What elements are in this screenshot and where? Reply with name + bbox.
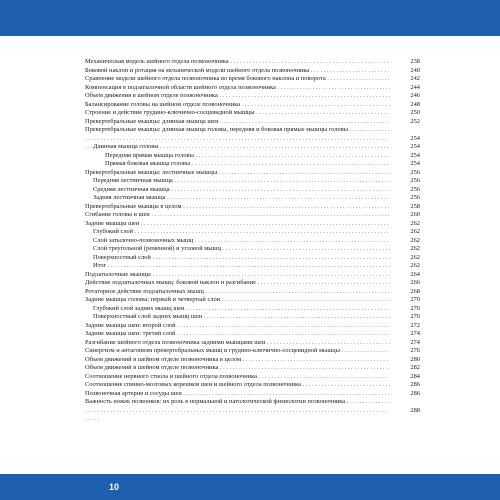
toc-entry-page: 270 [410, 296, 420, 303]
toc-entry [85, 118, 420, 127]
toc-entry-title: Слой треугольной (ременной) и угловой мышц . . . [93, 245, 390, 254]
toc-entry-page: 262 [410, 262, 420, 269]
toc-entry-page: 264 [410, 270, 420, 278]
toc-entry-page: 250 [410, 109, 420, 116]
toc-entry [85, 101, 420, 110]
toc-entry-title: Средняя лестничная мышца . . . [93, 186, 390, 195]
toc-entry-title: Задние мышцы головы: первый и четвертый слои . . . [85, 296, 390, 305]
toc-entry-title: Длинная мышца головы . . . [93, 143, 390, 152]
toc-entry-page: 262 [410, 253, 420, 261]
toc-entry-title: Балансирование головы на шейном отделе позвоночника . . . [85, 101, 390, 110]
toc-entry-title: Превертебральные мышцы в целом . . . [85, 203, 390, 212]
toc-entry-page: 272 [410, 321, 420, 329]
toc-entry-title: Задняя лестничная мышца . . . [93, 194, 390, 203]
toc-entry-title: Подзатылочные мышцы . . . [85, 271, 390, 280]
toc-entry-page: 244 [410, 83, 420, 91]
toc-entry-title: Задние мышцы шеи: третий слой . . . [85, 330, 390, 339]
footer-band [0, 474, 500, 500]
toc-entry-title: Объем движений в шейном отделе позвоночника в целом . . . [85, 356, 390, 365]
toc-entry-title: Соотношение спинно-мозговых корешков шеи и шейного отдела позвоночника . . . [85, 381, 390, 390]
toc-entry [85, 288, 420, 297]
toc-entry-title: Задние мышцы шеи: второй слой . . . [85, 322, 390, 331]
toc-entry-page: 270 [410, 313, 420, 320]
toc-entry-page: 262 [410, 228, 420, 235]
toc-entry-title: Объем движения в шейном отделе позвоночника . . . [85, 92, 390, 101]
toc-entry-page: 256 [410, 185, 420, 193]
toc-entry [85, 211, 420, 220]
toc-entry [85, 126, 420, 143]
toc-entry-title: Поверхностный слой . . . [93, 254, 390, 263]
toc-entry [85, 381, 420, 390]
toc-entry-page: 262 [410, 236, 420, 244]
toc-entry-page: 240 [410, 66, 420, 74]
toc-entry [85, 203, 420, 212]
toc-entry [85, 177, 420, 186]
toc-entry [85, 228, 420, 237]
toc-entry-title: Глубокий слой задних мышц шеи . . . [93, 305, 390, 314]
toc-entry-page: 276 [410, 347, 420, 354]
toc-entry [85, 169, 420, 178]
toc-entry [85, 194, 420, 203]
toc-entry-page: 254 [410, 143, 420, 150]
toc-entry-title: Прямая боковая мышца головы . . . [105, 160, 390, 169]
toc-entry [85, 254, 420, 263]
toc-entry-title: Компенсация в подзатылочной области шейного отдела позвоночника . . . [85, 84, 390, 93]
toc-entry-page: 262 [410, 245, 420, 252]
toc-entry-page: 246 [410, 92, 420, 99]
toc-entry-title: Позвоночная артерия и сосуды шеи . . . [85, 390, 390, 399]
toc-entry-page: 256 [410, 177, 420, 184]
toc-entry [85, 245, 420, 254]
toc-entry-page: 288 [410, 406, 420, 414]
toc-entry-page: 286 [410, 381, 420, 388]
toc-entry [85, 322, 420, 331]
toc-entry [85, 84, 420, 93]
toc-entry-title: Механическая модель шейного отдела позвоночника . . . [85, 58, 390, 67]
toc-entry-title: Ротаторное действие подзатылочных мышц . . . [85, 288, 390, 297]
toc-entry [85, 220, 420, 229]
toc-entry-page: 282 [410, 364, 420, 371]
toc-entry [85, 390, 420, 399]
toc-entry-title: Задние мышцы шеи . . . [85, 220, 390, 229]
toc-entry-page: 286 [410, 389, 420, 397]
toc-entry-title: Синергизм и антагонизм превертебральных мышц и грудино-ключично-сосцевидной мышцы . . . [85, 347, 390, 356]
toc-entry-title: Поверхностный слой задних мышц шеи . . . [93, 313, 390, 322]
toc-entry-page: 242 [410, 75, 420, 82]
toc-entry-page: 238 [410, 58, 420, 65]
toc-entry-page: 254 [410, 134, 420, 142]
toc-entry-page: 254 [410, 151, 420, 159]
toc-entry-page: 280 [410, 355, 420, 363]
toc-entry [85, 373, 420, 382]
toc-entry-title: Передняя прямая мышца головы . . . [105, 152, 390, 161]
toc-entry [85, 58, 420, 67]
toc-entry [85, 339, 420, 348]
toc-entry-title: Сгибание головы и шеи . . . [85, 211, 390, 220]
toc-entry [85, 152, 420, 161]
toc-entry [85, 143, 420, 152]
toc-entry-page: 274 [410, 330, 420, 337]
toc-entry-page: 260 [410, 211, 420, 218]
toc-entry [85, 330, 420, 339]
toc-entry-title: Объем движений в шейном отделе позвоночника . . . [85, 364, 390, 373]
toc-entry-page: 254 [410, 160, 420, 167]
toc-entry-title: Передняя лестничная мышца . . . [93, 177, 390, 186]
toc-entry-title: Соотношение нервного ствола и шейного отдела позвоночника . . . [85, 373, 390, 382]
toc-entry [85, 75, 420, 84]
toc-entry-title: Глубокий слой . . . [93, 228, 390, 237]
toc-entry [85, 160, 420, 169]
toc-entry [85, 186, 420, 195]
toc-entry-page: 268 [410, 287, 420, 295]
toc-entry-title: Итог . . . [93, 262, 390, 271]
toc-entry-title: Действие подзатылочных мышц: боковой наклон и разгибание . . . [85, 279, 390, 288]
toc-entry-title: Превертебральные мышцы: лестничные мышцы . . . [85, 169, 390, 178]
toc-entry [85, 296, 420, 305]
toc-entry [85, 271, 420, 280]
toc-entry-title: Превертебральные мышцы: длинная мышца шеи . . . [85, 118, 390, 127]
toc-entry [85, 237, 420, 246]
toc-entry-page: 252 [410, 117, 420, 125]
toc-entry-page: 256 [410, 194, 420, 201]
toc-entry-title: Боковой наклон и ротация на механической модели шейного отдела позвоночника . . . [85, 67, 390, 76]
toc-entry-title: Строение и действие грудино-ключично-сосцевидной мышцы . . . [85, 109, 390, 118]
toc-entry [85, 67, 420, 76]
toc-entry-page: 284 [410, 372, 420, 380]
toc-entry-title: Сравнение модели шейного отдела позвоночника во время бокового наклона и поворота . . . [85, 75, 390, 84]
toc-entry-title: Важность ножек позвонков: их роль в нормальной и патологической физиологии позвоночника . . . [85, 398, 390, 424]
header-band [0, 0, 500, 36]
toc-entry-title: Превертебральные мышцы: длинная мышца головы, передняя и боковая прямые мышцы головы . . . [85, 126, 390, 152]
toc-entry [85, 398, 420, 415]
page-number: 10 [109, 482, 120, 492]
toc-entry-page: 266 [410, 279, 420, 286]
table-of-contents [85, 58, 420, 415]
toc-entry [85, 92, 420, 101]
toc-entry-page: 274 [410, 338, 420, 346]
toc-entry [85, 279, 420, 288]
toc-entry-title: Разгибание шейного отдела позвоночника задними мышцами шеи . . . [85, 339, 390, 348]
toc-entry-page: 258 [410, 202, 420, 210]
toc-entry-page: 256 [410, 168, 420, 176]
toc-entry-page: 262 [410, 219, 420, 227]
toc-entry-title: Слой затылочно-позвоночных мышц . . . [93, 237, 390, 246]
toc-entry [85, 313, 420, 322]
toc-entry [85, 364, 420, 373]
toc-entry [85, 109, 420, 118]
toc-entry [85, 347, 420, 356]
toc-entry [85, 262, 420, 271]
toc-entry [85, 305, 420, 314]
toc-entry-page: 270 [410, 304, 420, 312]
toc-entry [85, 356, 420, 365]
toc-entry-page: 248 [410, 100, 420, 108]
